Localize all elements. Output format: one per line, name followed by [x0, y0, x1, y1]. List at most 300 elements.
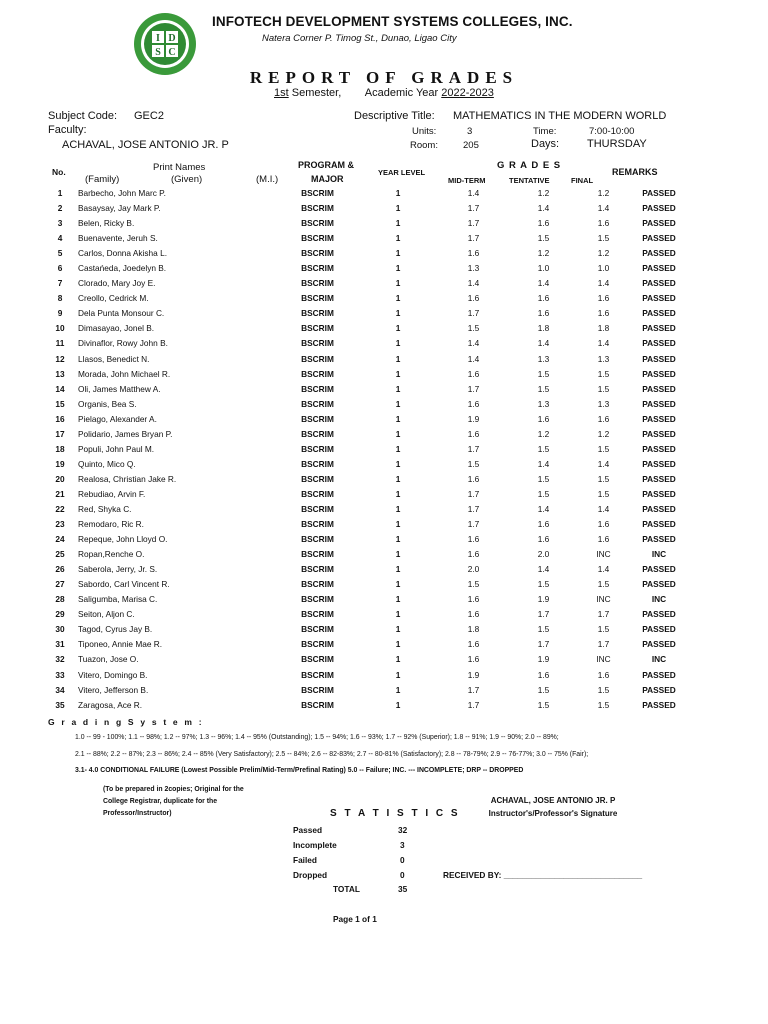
- row-number: 28: [55, 594, 65, 605]
- units-label: Units:: [412, 126, 437, 137]
- midterm-grade: 1.7: [467, 218, 480, 229]
- row-number: 14: [55, 383, 65, 394]
- table-row: [46, 622, 689, 637]
- remarks: PASSED: [642, 308, 676, 319]
- year-level: 1: [395, 594, 401, 605]
- year-level: 1: [395, 579, 401, 590]
- table-row: [46, 592, 689, 607]
- remarks: PASSED: [642, 639, 676, 650]
- table-row: [46, 246, 689, 261]
- midterm-grade: 1.6: [467, 473, 480, 484]
- tentative-grade: 1.0: [537, 263, 550, 274]
- midterm-grade: 1.6: [467, 534, 480, 545]
- program-major: BSCRIM: [301, 654, 334, 665]
- days-value: THURSDAY: [587, 138, 647, 150]
- midterm-grade: 2.0: [467, 564, 480, 575]
- midterm-grade: 1.9: [467, 413, 480, 424]
- col-grades: G R A D E S: [497, 160, 562, 171]
- year-level: 1: [395, 428, 401, 439]
- row-number: 25: [55, 549, 65, 560]
- remarks: PASSED: [642, 488, 676, 499]
- program-major: BSCRIM: [301, 278, 334, 289]
- midterm-grade: 1.7: [467, 684, 480, 695]
- subject-code-label: Subject Code:: [48, 110, 118, 122]
- student-name: Populi, John Paul M.: [78, 443, 155, 454]
- row-number: 32: [55, 654, 65, 665]
- tentative-grade: 1.7: [537, 639, 550, 650]
- year-level: 1: [395, 188, 401, 199]
- final-grade: INC: [596, 654, 611, 665]
- final-grade: INC: [596, 549, 611, 560]
- row-number: 2: [57, 203, 63, 214]
- program-major: BSCRIM: [301, 639, 334, 650]
- final-grade: 1.5: [597, 443, 610, 454]
- tentative-grade: 1.4: [537, 338, 550, 349]
- tentative-grade: 1.5: [537, 699, 550, 710]
- final-grade: 1.6: [597, 413, 610, 424]
- final-grade: 1.0: [597, 263, 610, 274]
- midterm-grade: 1.6: [467, 428, 480, 439]
- midterm-grade: 1.6: [467, 398, 480, 409]
- year-level: 1: [395, 519, 401, 530]
- tentative-grade: 1.4: [537, 504, 550, 514]
- final-grade: 1.6: [597, 519, 610, 530]
- row-number: 27: [55, 579, 65, 590]
- table-row: [46, 291, 689, 306]
- table-row: [46, 321, 689, 336]
- student-name: Realosa, Christian Jake R.: [78, 473, 177, 484]
- year-level: 1: [395, 248, 401, 259]
- row-number: 7: [57, 278, 63, 289]
- remarks: PASSED: [642, 564, 676, 575]
- final-grade: 1.3: [597, 353, 610, 364]
- semester-ordinal: 1st: [274, 87, 289, 99]
- units-value: 3: [467, 126, 473, 137]
- year-level: 1: [395, 338, 401, 349]
- remarks: PASSED: [642, 473, 676, 484]
- tentative-grade: 1.3: [537, 398, 550, 409]
- tentative-grade: 1.4: [537, 278, 550, 289]
- tentative-grade: 1.5: [537, 368, 550, 379]
- year-level: 1: [395, 383, 401, 394]
- row-number: 26: [55, 564, 65, 575]
- final-grade: 1.2: [597, 188, 610, 199]
- remarks: PASSED: [642, 338, 676, 349]
- student-name: Remodaro, Ric R.: [78, 519, 144, 530]
- stat-dropped-value: 0: [400, 870, 405, 880]
- tentative-grade: 1.5: [537, 579, 550, 590]
- remarks: PASSED: [642, 218, 676, 229]
- midterm-grade: 1.7: [467, 203, 480, 214]
- remarks: PASSED: [642, 684, 676, 695]
- copies-note-line-3: Professor/Instructor): [103, 810, 172, 817]
- col-given: (Given): [171, 174, 203, 185]
- program-major: BSCRIM: [301, 534, 334, 545]
- midterm-grade: 1.6: [467, 609, 480, 620]
- final-grade: 1.6: [597, 669, 610, 680]
- table-row: [46, 397, 689, 412]
- final-grade: 1.6: [597, 293, 610, 304]
- midterm-grade: 1.6: [467, 654, 480, 665]
- midterm-grade: 1.7: [467, 699, 480, 710]
- year-level: 1: [395, 278, 401, 289]
- midterm-grade: 1.6: [467, 368, 480, 379]
- table-row: [46, 427, 689, 442]
- program-major: BSCRIM: [301, 594, 334, 605]
- remarks: PASSED: [642, 458, 676, 469]
- table-row: [46, 261, 689, 276]
- midterm-grade: 1.4: [467, 353, 480, 364]
- program-major: BSCRIM: [301, 293, 334, 304]
- table-row: [46, 276, 689, 291]
- year-level: 1: [395, 699, 401, 710]
- remarks: PASSED: [642, 624, 676, 635]
- academic-year-label: Academic Year: [364, 87, 439, 99]
- midterm-grade: 1.4: [467, 188, 480, 199]
- grading-system-title: G r a d i n g S y s t e m :: [48, 717, 204, 727]
- table-row: [46, 442, 689, 457]
- row-number: 31: [55, 639, 65, 650]
- student-name: Clorado, Mary Joy E.: [78, 278, 156, 289]
- final-grade: 1.2: [597, 428, 610, 439]
- col-remarks: REMARKS: [612, 167, 658, 177]
- program-major: BSCRIM: [301, 504, 334, 514]
- grades-table-body: [46, 186, 689, 713]
- remarks: INC: [651, 594, 667, 605]
- svg-text:S: S: [155, 47, 161, 58]
- remarks: PASSED: [642, 323, 676, 334]
- remarks: PASSED: [642, 188, 676, 199]
- program-major: BSCRIM: [301, 699, 334, 710]
- year-level: 1: [395, 233, 401, 244]
- program-major: BSCRIM: [301, 218, 334, 229]
- table-row: [46, 607, 689, 622]
- row-number: 21: [55, 488, 65, 499]
- year-level: 1: [395, 308, 401, 319]
- year-level: 1: [395, 353, 401, 364]
- stat-total-value: 35: [398, 884, 408, 894]
- table-row: [46, 412, 689, 427]
- final-grade: 1.2: [597, 248, 610, 259]
- tentative-grade: 2.0: [537, 549, 550, 560]
- final-grade: 1.5: [597, 233, 610, 244]
- table-row: [46, 683, 689, 698]
- midterm-grade: 1.6: [467, 549, 480, 560]
- remarks: INC: [651, 654, 667, 665]
- row-number: 13: [55, 368, 65, 379]
- tentative-grade: 1.4: [537, 458, 550, 469]
- remarks: PASSED: [642, 669, 676, 680]
- tentative-grade: 1.6: [537, 669, 550, 680]
- program-major: BSCRIM: [301, 263, 334, 274]
- student-name: Saberola, Jerry, Jr. S.: [78, 564, 158, 575]
- row-number: 30: [55, 624, 65, 635]
- program-major: BSCRIM: [301, 248, 334, 259]
- school-logo: [133, 12, 197, 76]
- year-level: 1: [395, 684, 401, 695]
- final-grade: 1.7: [597, 639, 610, 650]
- student-name: Creollo, Cedrick M.: [78, 293, 149, 304]
- student-name: Rebudiao, Arvin F.: [78, 488, 146, 499]
- year-level: 1: [395, 458, 401, 469]
- academic-year: 2022-2023: [441, 87, 494, 99]
- program-major: BSCRIM: [301, 233, 334, 244]
- student-name: Seiton, Aljon C.: [78, 609, 135, 620]
- row-number: 16: [55, 413, 65, 424]
- midterm-grade: 1.5: [467, 458, 480, 469]
- remarks: PASSED: [642, 203, 676, 214]
- page-number: Page 1 of 1: [333, 914, 377, 924]
- tentative-grade: 1.2: [537, 248, 550, 259]
- remarks: PASSED: [642, 519, 676, 530]
- remarks: PASSED: [642, 278, 676, 289]
- col-family: (Family): [85, 174, 120, 185]
- row-number: 15: [55, 398, 65, 409]
- student-name: Tuazon, Jose O.: [78, 654, 139, 665]
- student-name: Castańeda, Joedelyn B.: [78, 263, 167, 274]
- year-level: 1: [395, 654, 401, 665]
- table-row: [46, 186, 689, 201]
- student-name: Organis, Bea S.: [78, 398, 137, 409]
- faculty-name: ACHAVAL, JOSE ANTONIO JR. P: [62, 139, 229, 151]
- table-row: [46, 698, 689, 713]
- final-grade: 1.4: [597, 278, 610, 289]
- student-name: Polidario, James Bryan P.: [78, 428, 173, 439]
- row-number: 24: [55, 534, 65, 545]
- final-grade: 1.7: [597, 609, 610, 620]
- program-major: BSCRIM: [301, 519, 334, 530]
- semester-word: Semester,: [291, 87, 342, 99]
- copies-note-line-1: (To be prepared in 2copies; Original for the: [103, 786, 244, 793]
- student-name: Tagod, Cyrus Jay B.: [78, 624, 153, 635]
- svg-text:D: D: [168, 33, 176, 44]
- final-grade: 1.5: [597, 368, 610, 379]
- program-major: BSCRIM: [301, 353, 334, 364]
- midterm-grade: 1.9: [467, 669, 480, 680]
- remarks: PASSED: [642, 233, 676, 244]
- table-row: [46, 457, 689, 472]
- row-number: 33: [55, 669, 65, 680]
- table-row: [46, 547, 689, 562]
- program-major: BSCRIM: [301, 188, 334, 199]
- table-row: [46, 382, 689, 397]
- table-row: [46, 652, 689, 667]
- program-major: BSCRIM: [301, 458, 334, 469]
- year-level: 1: [395, 639, 401, 650]
- year-level: 1: [395, 323, 401, 334]
- tentative-grade: 1.5: [537, 233, 550, 244]
- statistics-title: S T A T I S T I C S: [330, 808, 461, 819]
- row-number: 10: [55, 323, 65, 334]
- row-number: 34: [55, 684, 65, 695]
- final-grade: 1.6: [597, 534, 610, 545]
- final-grade: 1.5: [597, 383, 610, 394]
- report-title: REPORT OF GRADES: [249, 68, 519, 87]
- school-name: INFOTECH DEVELOPMENT SYSTEMS COLLEGES, INC.: [212, 14, 573, 29]
- final-grade: 1.3: [597, 398, 610, 409]
- table-row: [46, 487, 689, 502]
- midterm-grade: 1.7: [467, 443, 480, 454]
- year-level: 1: [395, 473, 401, 484]
- student-name: Pielago, Alexander A.: [78, 413, 157, 424]
- grades-table: [46, 186, 689, 713]
- row-number: 4: [57, 233, 63, 244]
- tentative-grade: 1.8: [537, 323, 550, 334]
- descriptive-title: MATHEMATICS IN THE MODERN WORLD: [453, 110, 667, 122]
- tentative-grade: 1.6: [537, 308, 550, 319]
- tentative-grade: 1.9: [537, 594, 550, 605]
- table-row: [46, 668, 689, 683]
- student-name: Quinto, Mico Q.: [78, 458, 136, 469]
- remarks: PASSED: [642, 248, 676, 259]
- col-tentative: TENTATIVE: [509, 176, 550, 185]
- program-major: BSCRIM: [301, 203, 334, 214]
- program-major: BSCRIM: [301, 669, 334, 680]
- final-grade: 1.5: [597, 624, 610, 635]
- student-name: Ropan,Renche O.: [78, 549, 145, 560]
- row-number: 29: [55, 609, 65, 620]
- final-grade: 1.6: [597, 308, 610, 319]
- svg-text:I: I: [156, 33, 160, 44]
- student-name: Repeque, John Lloyd O.: [78, 534, 168, 545]
- year-level: 1: [395, 398, 401, 409]
- tentative-grade: 1.2: [537, 188, 550, 199]
- year-level: 1: [395, 413, 401, 424]
- tentative-grade: 1.6: [537, 218, 550, 229]
- remarks: INC: [651, 549, 667, 560]
- row-number: 6: [57, 263, 63, 274]
- program-major: BSCRIM: [301, 564, 334, 575]
- remarks: PASSED: [642, 263, 676, 274]
- student-name: Carlos, Donna Akisha L.: [78, 248, 168, 259]
- table-row: [46, 216, 689, 231]
- table-row: [46, 562, 689, 577]
- program-major: BSCRIM: [301, 624, 334, 635]
- tentative-grade: 1.4: [537, 564, 550, 575]
- remarks: PASSED: [642, 353, 676, 364]
- tentative-grade: 1.5: [537, 443, 550, 454]
- student-name: Llasos, Benedict N.: [78, 353, 150, 364]
- stat-incomplete-value: 3: [400, 840, 405, 850]
- table-row: [46, 336, 689, 351]
- tentative-grade: 1.6: [537, 519, 550, 530]
- stat-failed-value: 0: [400, 855, 405, 865]
- col-midterm: MID-TERM: [448, 176, 486, 185]
- row-number: 35: [55, 699, 65, 710]
- remarks: PASSED: [642, 428, 676, 439]
- tentative-grade: 1.3: [537, 353, 550, 364]
- table-row: [46, 306, 689, 321]
- table-row: [46, 577, 689, 592]
- svg-text:C: C: [168, 47, 176, 58]
- remarks: PASSED: [642, 293, 676, 304]
- remarks: PASSED: [642, 504, 676, 514]
- final-grade: 1.4: [597, 338, 610, 349]
- tentative-grade: 1.6: [537, 293, 550, 304]
- copies-note-line-2: College Registrar, duplicate for the: [103, 798, 218, 805]
- year-level: 1: [395, 203, 401, 214]
- program-major: BSCRIM: [301, 579, 334, 590]
- table-row: [46, 201, 689, 216]
- row-number: 17: [55, 428, 65, 439]
- program-major: BSCRIM: [301, 428, 334, 439]
- year-level: 1: [395, 504, 401, 514]
- student-name: Basaysay, Jay Mark P.: [78, 203, 161, 214]
- student-name: Saligumba, Marisa C.: [78, 594, 158, 605]
- midterm-grade: 1.4: [467, 278, 480, 289]
- stat-failed-label: Failed: [293, 855, 317, 865]
- program-major: BSCRIM: [301, 443, 334, 454]
- final-grade: 1.4: [597, 203, 610, 214]
- stat-dropped-label: Dropped: [293, 870, 328, 880]
- year-level: 1: [395, 669, 401, 680]
- row-number: 23: [55, 519, 65, 530]
- student-name: Oli, James Matthew A.: [78, 383, 161, 394]
- year-level: 1: [395, 564, 401, 575]
- tentative-grade: 1.9: [537, 654, 550, 665]
- remarks: PASSED: [642, 368, 676, 379]
- col-no: No.: [52, 167, 66, 177]
- stat-total-label: TOTAL: [333, 884, 360, 894]
- remarks: PASSED: [642, 413, 676, 424]
- remarks: PASSED: [642, 443, 676, 454]
- midterm-grade: 1.6: [467, 594, 480, 605]
- stat-passed-label: Passed: [293, 825, 323, 835]
- program-major: BSCRIM: [301, 549, 334, 560]
- midterm-grade: 1.8: [467, 624, 480, 635]
- final-grade: 1.8: [597, 323, 610, 334]
- row-number: 3: [57, 218, 63, 229]
- tentative-grade: 1.6: [537, 413, 550, 424]
- table-row: [46, 637, 689, 652]
- school-address: Natera Corner P. Timog St., Dunao, Ligao City: [262, 33, 457, 44]
- grading-system-line-1: 1.0 -- 99 - 100%; 1.1 -- 98%; 1.2 -- 97%; 1.3 -- 96%; 1.4 -- 95% (Outstanding); 1.5 -- 94%; 1.6 -- 93%; 1.7 -- 92% (Superior); 1.8 -- 91%; 1.9 -- 90%; 2.0 -- 89%;: [75, 734, 559, 741]
- subject-code: GEC2: [134, 110, 164, 122]
- program-major: BSCRIM: [301, 488, 334, 499]
- student-name: Barbecho, John Marc P.: [78, 188, 166, 199]
- student-name: Tiponeo, Annie Mae R.: [78, 639, 163, 650]
- room-value: 205: [463, 140, 479, 151]
- program-major: BSCRIM: [301, 368, 334, 379]
- student-name: Belen, Ricky B.: [78, 218, 135, 229]
- student-name: Dela Punta Monsour C.: [78, 308, 165, 319]
- remarks: PASSED: [642, 609, 676, 620]
- row-number: 12: [55, 353, 65, 364]
- row-number: 18: [55, 443, 65, 454]
- program-major: BSCRIM: [301, 398, 334, 409]
- student-name: Sabordo, Carl Vincent R.: [78, 579, 170, 590]
- final-grade: 1.4: [597, 564, 610, 575]
- table-row: [46, 367, 689, 382]
- row-number: 5: [57, 248, 63, 259]
- program-major: BSCRIM: [301, 308, 334, 319]
- midterm-grade: 1.3: [467, 263, 480, 274]
- student-name: Dimasayao, Jonel B.: [78, 323, 155, 334]
- year-level: 1: [395, 549, 401, 560]
- midterm-grade: 1.6: [467, 293, 480, 304]
- final-grade: 1.4: [597, 504, 610, 514]
- program-major: BSCRIM: [301, 323, 334, 334]
- final-grade: 1.4: [597, 458, 610, 469]
- table-row: [46, 231, 689, 246]
- table-row: [46, 532, 689, 547]
- stat-incomplete-label: Incomplete: [293, 840, 337, 850]
- instructor-name: ACHAVAL, JOSE ANTONIO JR. P: [490, 796, 616, 805]
- grading-system-line-3: 3.1- 4.0 CONDITIONAL FAILURE (Lowest Possible Prelim/Mid-Term/Prefinal Rating) 5.0 -- Failure; INC. --- INCOMPLETE; DRP -- DROPPED: [75, 767, 524, 774]
- tentative-grade: 1.5: [537, 473, 550, 484]
- year-level: 1: [395, 263, 401, 274]
- midterm-grade: 1.6: [467, 639, 480, 650]
